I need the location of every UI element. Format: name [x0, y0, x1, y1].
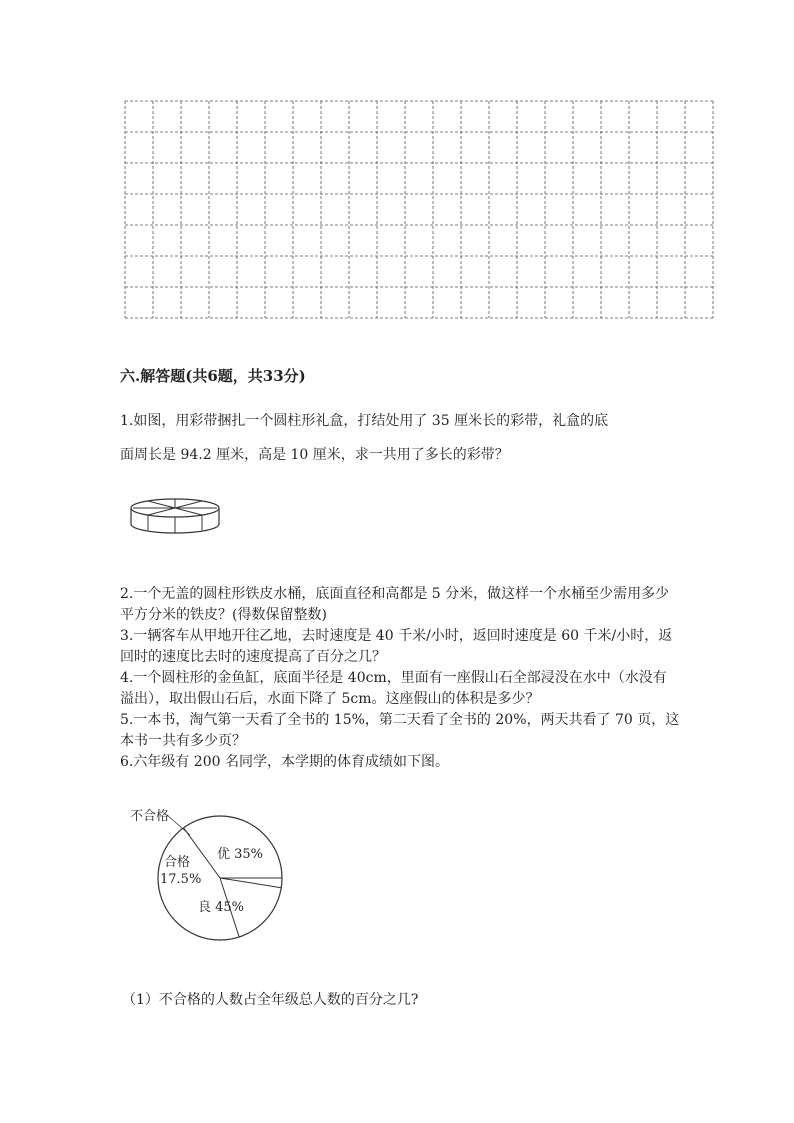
slice-value-pass: 17.5%: [160, 872, 202, 887]
cylinder-gift-box-figure: [128, 496, 222, 540]
question-6: 6.六年级有 200 名同学，本学期的体育成绩如下图。: [120, 754, 449, 770]
sub-question-1: （1）不合格的人数占全年级总人数的百分之几?: [122, 992, 419, 1008]
slice-label-good: 良 45%: [198, 900, 245, 915]
slice-label-pass: 合格: [164, 855, 191, 870]
question-2: 2.一个无盖的圆柱形铁皮水桶，底面直径和高都是 5 分米，做这样一个水桶至少需用多少平方分米的铁皮？(得数保留整数): [120, 586, 670, 623]
grade-pie-chart: [122, 806, 297, 960]
slice-label-excellent: 优 35%: [217, 847, 264, 862]
question-4: 4.一个圆柱形的金鱼缸，底面半径是 40cm，里面有一座假山石全部浸没在水中（水没有溢出），取出假山石后，水面下降了 5cm。这座假山的体积是多少？: [120, 670, 667, 707]
grid-lines: [124, 100, 716, 322]
question-1: [120, 404, 680, 472]
question-list: [120, 584, 680, 773]
question-5: 5.一本书，淘气第一天看了全书的 15%，第二天看了全书的 20%，两天共看了 70 页，这本书一共有多少页？: [120, 712, 680, 749]
slice-label-fail: 不合格: [130, 809, 170, 824]
answer-grid: [124, 100, 716, 326]
question-1-line-1: 1.如图，用彩带捆扎一个圆柱形礼盒，打结处用了 35 厘米长的彩带，礼盒的底: [120, 413, 609, 429]
section-title: 六.解答题(共6题，共33分): [120, 367, 306, 385]
question-3: 3.一辆客车从甲地开往乙地，去时速度是 40 千米/小时，返回时速度是 60 千米/小时，返回时的速度比去时的速度提高了百分之几？: [120, 628, 673, 665]
question-1-line-2: 面周长是 94.2 厘米，高是 10 厘米，求一共用了多长的彩带？: [120, 447, 509, 463]
